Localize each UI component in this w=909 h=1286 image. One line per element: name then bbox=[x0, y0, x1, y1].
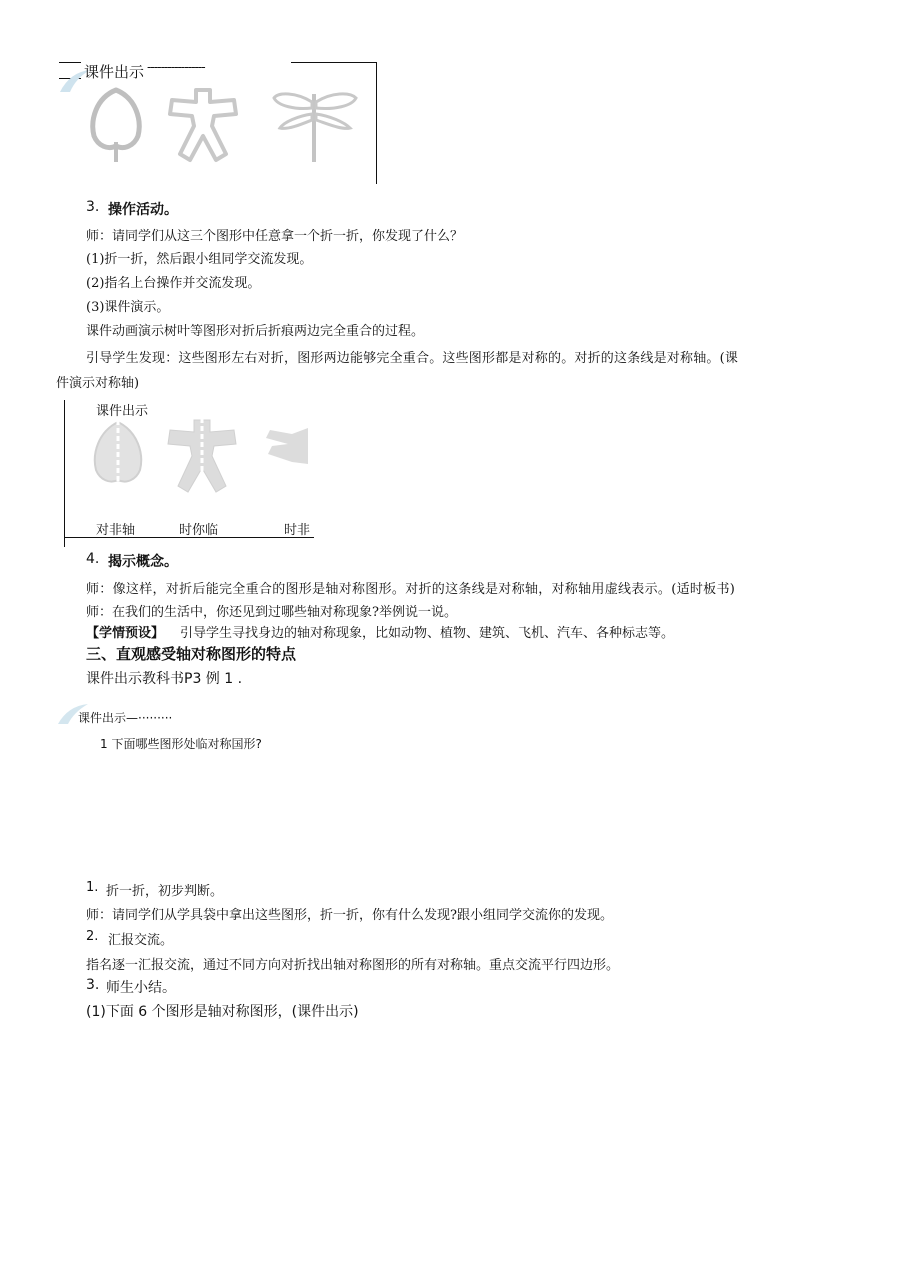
section4-para-1: 师：像这样，对折后能完全重合的图形是轴对称图形。对折的这条线是对称轴，对称轴用虚线表示。(适时板书) bbox=[86, 582, 736, 597]
part3-intro: 课件出示教科书P3 例 1 . bbox=[86, 671, 243, 687]
box1-top-left-rule bbox=[59, 62, 81, 63]
box1-top-right-rule bbox=[291, 62, 377, 63]
person-figure-icon bbox=[162, 86, 244, 166]
section3-para-4: (3)课件演示。 bbox=[86, 300, 170, 315]
leaf-figure-icon bbox=[86, 86, 146, 164]
box3-question: 1 下面哪些图形处临对称国形? bbox=[100, 737, 262, 751]
section3-heading: 操作活动。 bbox=[108, 202, 178, 218]
part3-step3-number: 3. bbox=[86, 977, 100, 993]
box2-caption-2: 时你临 bbox=[179, 523, 219, 538]
dragonfly-figure-icon bbox=[266, 88, 364, 166]
part3-step2: 汇报交流。 bbox=[108, 933, 174, 948]
box2-caption-3: 时非 bbox=[284, 523, 311, 538]
section3-para-6a: 引导学生发现：这些图形左右对折，图形两边能够完全重合。这些图形都是对称的。对折的这条线是对称轴。(课 bbox=[86, 351, 739, 366]
part3-step3-para: (1)下面 6 个图形是轴对称图形，(课件出示) bbox=[86, 1004, 359, 1020]
dragonfly-half-icon bbox=[262, 424, 312, 468]
section3-para-6b: 件演示对称轴) bbox=[56, 376, 140, 391]
part3-step2-number: 2. bbox=[86, 929, 99, 944]
box1-label: 课件出示 bbox=[84, 63, 145, 81]
box2-caption-1: 对非轴 bbox=[96, 523, 136, 538]
section3-para-5: 课件动画演示树叶等图形对折后折痕两边完全重合的过程。 bbox=[86, 324, 425, 339]
section3-para-2: (1)折一折，然后跟小组同学交流发现。 bbox=[86, 252, 313, 267]
box1-right-rule bbox=[376, 62, 377, 184]
section4-heading: 揭示概念。 bbox=[108, 554, 178, 570]
section3-para-1: 师：请同学们从这三个图形中任意拿一个折一折，你发现了什么？ bbox=[86, 229, 464, 244]
box3-label: 课件出示—········· bbox=[78, 711, 173, 725]
learning-preset-tag: 【学情预设】 bbox=[86, 626, 165, 641]
person-with-axis-icon bbox=[160, 416, 244, 502]
section4-para-3: 引导学生寻找身边的轴对称现象，比如动物、植物、建筑、飞机、汽车、各种标志等。 bbox=[180, 626, 675, 641]
part3-step3: 师生小结。 bbox=[106, 980, 176, 996]
leaf-with-axis-icon bbox=[88, 418, 148, 502]
part3-step1: 折一折，初步判断。 bbox=[106, 884, 224, 899]
part3-step1-number: 1. bbox=[86, 880, 99, 895]
section4-para-2: 师：在我们的生活中，你还见到过哪些轴对称现象?举例说一说。 bbox=[86, 605, 457, 620]
section3-para-3: (2)指名上台操作并交流发现。 bbox=[86, 276, 261, 291]
part3-step2-para: 指名逐一汇报交流，通过不同方向对折找出轴对称图形的所有对称轴。重点交流平行四边形。 bbox=[86, 958, 620, 973]
section4-number: 4. bbox=[86, 551, 100, 567]
part3-step1-para: 师：请同学们从学具袋中拿出这些图形，折一折，你有什么发现?跟小组同学交流你的发现。 bbox=[86, 908, 613, 923]
box2-left-rule bbox=[64, 400, 65, 547]
part3-heading: 三、直观感受轴对称图形的特点 bbox=[86, 645, 297, 663]
box2-label: 课件出示 bbox=[96, 404, 149, 419]
section3-number: 3. bbox=[86, 199, 100, 215]
box1-dashes: ----------------- bbox=[147, 60, 205, 75]
